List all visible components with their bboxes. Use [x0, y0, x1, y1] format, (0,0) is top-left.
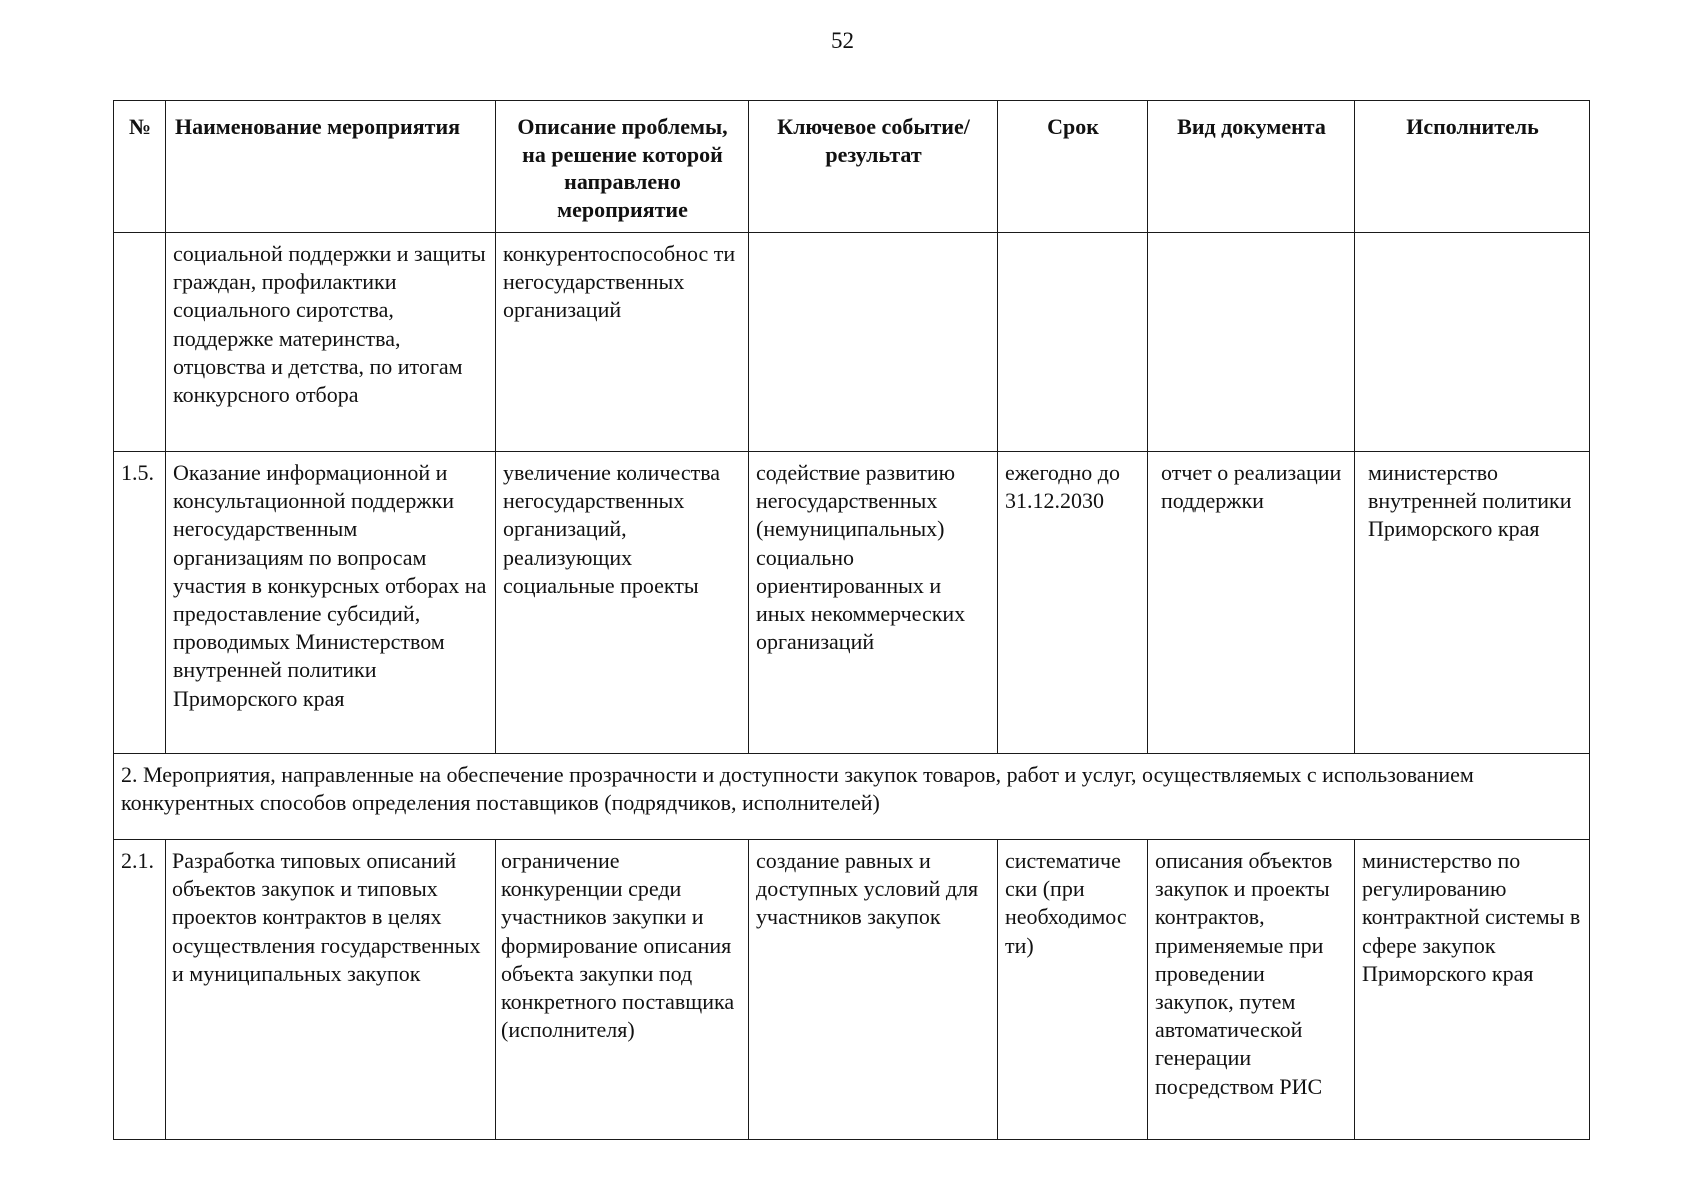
page-number: 52: [831, 28, 854, 53]
cell-key-event: содействие развитию негосударственных (немуниципальных) социально ориентированных и иных некоммерческих организаций: [749, 452, 998, 754]
cell-activity-name: социальной поддержки и защиты граждан, профилактики социального сиротства, поддержке материнства, отцовства и детства, по итогам конкурсного отбора: [166, 233, 496, 452]
section-row: [114, 754, 1590, 840]
header-term: Срок: [998, 101, 1148, 233]
cell-number: 2.1.: [114, 840, 166, 1140]
header-problem-description: Описание проблемы, на решение которой направлено мероприятие: [496, 101, 749, 233]
cell-activity-name: Оказание информационной и консультационной поддержки негосударственным организациям по вопросам участия в конкурсных отборах на предоставление субсидий, проводимых Министерством внутренней политики Приморского края: [166, 452, 496, 754]
header-document-type: Вид документа: [1148, 101, 1355, 233]
header-activity-name: Наименование мероприятия: [166, 101, 496, 233]
header-executor: Исполнитель: [1355, 101, 1590, 233]
cell-problem-description: конкурентоспособнос ти негосударственных организаций: [496, 233, 749, 452]
cell-key-event: создание равных и доступных условий для участников закупок: [749, 840, 998, 1140]
header-number: №: [114, 101, 166, 233]
cell-term: систематиче ски (при необходимос ти): [998, 840, 1148, 1140]
cell-activity-name: Разработка типовых описаний объектов закупок и типовых проектов контрактов в целях осуществления государственных и муниципальных закупок: [166, 840, 496, 1140]
header-key-event: Ключевое событие/результат: [749, 101, 998, 233]
cell-key-event: [749, 233, 998, 452]
table-header-row: [114, 101, 1590, 233]
cell-executor: министерство по регулированию контрактной системы в сфере закупок Приморского края: [1355, 840, 1590, 1140]
activities-table: [113, 100, 1590, 1140]
table-row: [114, 452, 1590, 754]
cell-term: ежегодно до 31.12.2030: [998, 452, 1148, 754]
section-heading: 2. Мероприятия, направленные на обеспечение прозрачности и доступности закупок товаров, работ и услуг, осуществляемых с использованием конкурентных способов определения поставщиков (подрядчиков, исполнителей): [114, 754, 1590, 840]
table-row: [114, 840, 1590, 1140]
cell-term: [998, 233, 1148, 452]
cell-problem-description: ограничение конкуренции среди участников закупки и формирование описания объекта закупки под конкретного поставщика (исполнителя): [496, 840, 749, 1140]
cell-executor: [1355, 233, 1590, 452]
cell-problem-description: увеличение количества негосударственных организаций, реализующих социальные проекты: [496, 452, 749, 754]
cell-number: [114, 233, 166, 452]
cell-document-type: отчет о реализации поддержки: [1148, 452, 1355, 754]
cell-number: 1.5.: [114, 452, 166, 754]
cell-document-type: [1148, 233, 1355, 452]
table-row: [114, 233, 1590, 452]
cell-document-type: описания объектов закупок и проекты контрактов, применяемые при проведении закупок, путем автоматической генерации посредством РИС: [1148, 840, 1355, 1140]
cell-executor: министерство внутренней политики Приморского края: [1355, 452, 1590, 754]
